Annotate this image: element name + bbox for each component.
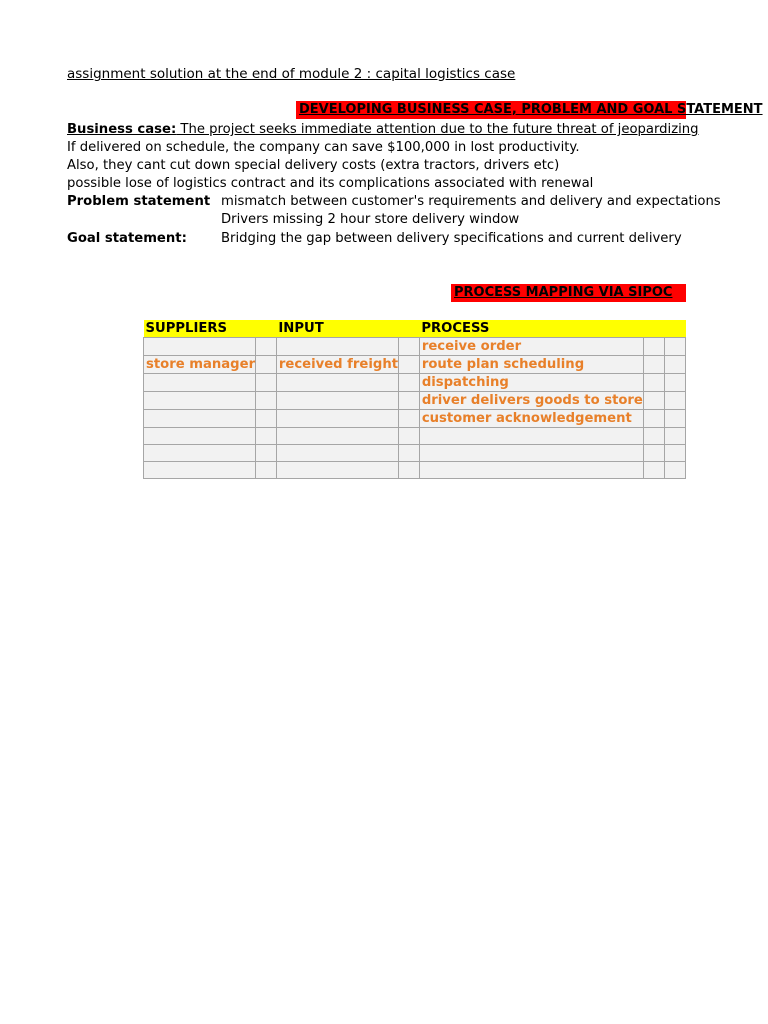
header-cell (399, 320, 420, 338)
business-case-text: The project seeks immediate attention due to the future threat of jeopardizing (176, 122, 699, 137)
table-cell[interactable] (256, 462, 277, 479)
table-cell[interactable] (399, 428, 420, 445)
table-cell[interactable] (643, 356, 664, 374)
table-cell[interactable] (419, 428, 643, 445)
table-cell[interactable] (664, 356, 685, 374)
table-cell[interactable]: customer acknowledgement (419, 410, 643, 428)
table-cell[interactable] (144, 445, 256, 462)
header-cell (256, 320, 277, 338)
table-cell[interactable] (399, 392, 420, 410)
delivery-costs-line: Also, they cant cut down special delivery costs (extra tractors, drivers etc) (67, 158, 560, 173)
table-cell[interactable] (256, 356, 277, 374)
table-cell[interactable] (256, 374, 277, 392)
problem-statement-label: Problem statement (67, 194, 211, 209)
table-cell[interactable] (643, 374, 664, 392)
table-cell[interactable] (419, 462, 643, 479)
table-cell[interactable] (664, 374, 685, 392)
table-cell[interactable] (256, 428, 277, 445)
table-cell[interactable] (399, 462, 420, 479)
table-cell[interactable] (399, 410, 420, 428)
header-cell: PROCESS (419, 320, 643, 338)
savings-line: If delivered on schedule, the company can save $100,000 in lost productivity. (67, 140, 580, 155)
table-cell[interactable] (276, 462, 398, 479)
header-cell (643, 320, 664, 338)
table-cell[interactable] (419, 445, 643, 462)
table-cell[interactable] (664, 410, 685, 428)
table-cell[interactable] (643, 462, 664, 479)
business-case-label: Business case: (67, 122, 177, 137)
table-cell[interactable] (643, 445, 664, 462)
goal-statement-text: Bridging the gap between delivery specifications and current delivery (221, 231, 682, 246)
section-header-sipoc: PROCESS MAPPING VIA SIPOC (451, 284, 686, 302)
table-cell[interactable] (256, 410, 277, 428)
table-row (144, 428, 686, 445)
table-cell[interactable] (664, 462, 685, 479)
table-cell[interactable] (399, 338, 420, 356)
header-cell (664, 320, 685, 338)
table-cell[interactable] (643, 392, 664, 410)
table-cell[interactable] (256, 338, 277, 356)
table-cell[interactable] (144, 338, 256, 356)
table-cell[interactable]: received freight (276, 356, 398, 374)
table-row (144, 374, 686, 392)
business-case-line (67, 121, 699, 139)
table-cell[interactable] (643, 428, 664, 445)
contract-line: possible lose of logistics contract and its complications associated with renewal (67, 176, 594, 191)
table-cell[interactable] (664, 392, 685, 410)
table-cell[interactable] (144, 462, 256, 479)
table-cell[interactable] (643, 338, 664, 356)
table-cell[interactable]: driver delivers goods to store (419, 392, 643, 410)
table-cell[interactable] (256, 392, 277, 410)
table-cell[interactable]: receive order (419, 338, 643, 356)
table-row (144, 392, 686, 410)
table-cell[interactable] (256, 445, 277, 462)
table-cell[interactable] (276, 410, 398, 428)
table-cell[interactable] (276, 392, 398, 410)
document-title: assignment solution at the end of module 2 : capital logistics case (67, 66, 516, 82)
table-cell[interactable] (144, 410, 256, 428)
table-cell[interactable] (399, 356, 420, 374)
table-cell[interactable] (664, 338, 685, 356)
table-row (144, 462, 686, 479)
sipoc-table (143, 320, 686, 479)
table-cell[interactable] (144, 428, 256, 445)
goal-statement-label: Goal statement: (67, 231, 187, 246)
table-cell[interactable] (276, 428, 398, 445)
table-cell[interactable] (399, 374, 420, 392)
sipoc-header-row (144, 320, 686, 338)
table-cell[interactable] (144, 392, 256, 410)
table-cell[interactable] (643, 410, 664, 428)
problem-statement-text: mismatch between customer's requirements and delivery and expectations (221, 194, 721, 209)
table-cell[interactable] (664, 428, 685, 445)
table-cell[interactable] (276, 338, 398, 356)
table-cell[interactable]: dispatching (419, 374, 643, 392)
header-cell: SUPPLIERS (144, 320, 256, 338)
table-cell[interactable]: route plan scheduling (419, 356, 643, 374)
table-row (144, 410, 686, 428)
table-row (144, 356, 686, 374)
table-row (144, 445, 686, 462)
table-cell[interactable] (664, 445, 685, 462)
header-cell: INPUT (276, 320, 398, 338)
table-row (144, 338, 686, 356)
table-cell[interactable] (144, 374, 256, 392)
table-cell[interactable] (399, 445, 420, 462)
table-cell[interactable] (276, 374, 398, 392)
section-header-business-case: DEVELOPING BUSINESS CASE, PROBLEM AND GOAL STATEMENT (296, 101, 686, 119)
table-cell[interactable] (276, 445, 398, 462)
problem-statement-text-2: Drivers missing 2 hour store delivery window (221, 212, 520, 227)
table-cell[interactable]: store manager (144, 356, 256, 374)
